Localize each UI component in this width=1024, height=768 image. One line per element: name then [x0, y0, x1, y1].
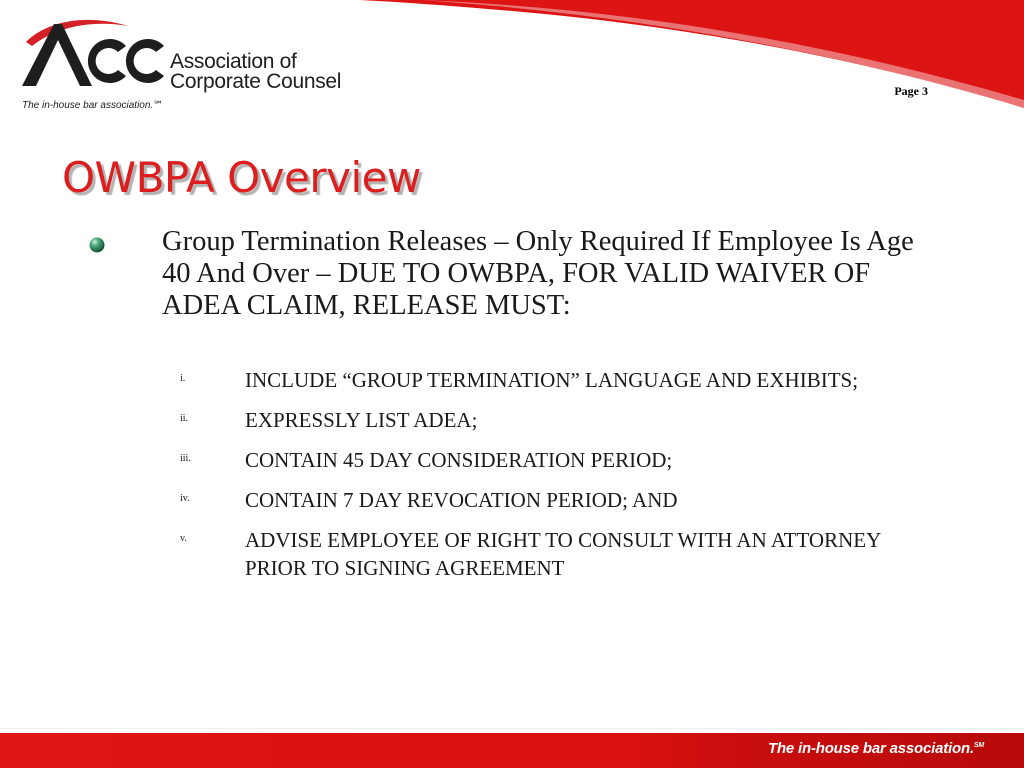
- list-item-text: CONTAIN 45 DAY CONSIDERATION PERIOD;: [245, 448, 673, 472]
- sub-item-list: [180, 366, 900, 594]
- logo-org-name: [170, 52, 341, 92]
- green-sphere-bullet-icon: [88, 236, 106, 254]
- list-item: [180, 486, 900, 514]
- logo-org-line1: Association of: [170, 50, 297, 73]
- footer-divider: [0, 728, 1024, 729]
- list-item-number: i.: [180, 373, 186, 384]
- acc-logo-mark: [18, 12, 168, 92]
- acc-logo: [18, 12, 348, 122]
- list-item: [180, 526, 900, 582]
- main-bullet-text: Group Termination Releases – Only Required If Employee Is Age 40 And Over – DUE TO OWBPA, FOR VALID WAIVER OF ADEA CLAIM, RELEASE MUST:: [162, 226, 914, 321]
- list-item-text: CONTAIN 7 DAY REVOCATION PERIOD; AND: [245, 488, 678, 512]
- list-item: [180, 406, 900, 434]
- logo-org-line2: Corporate Counsel: [170, 70, 342, 93]
- footer-tagline-text: The in-house bar association.: [768, 740, 974, 757]
- list-item-text: EXPRESSLY LIST ADEA;: [245, 408, 478, 432]
- logo-tagline: The in-house bar association.℠: [22, 100, 164, 111]
- service-mark: SM: [973, 742, 985, 749]
- slide-title: OWBPA Overview: [62, 153, 421, 202]
- footer-tagline: [768, 740, 984, 757]
- page-number: Page 3: [894, 84, 928, 98]
- list-item-number: iii.: [180, 453, 191, 464]
- list-item-text: INCLUDE “GROUP TERMINATION” LANGUAGE AND EXHIBITS;: [245, 368, 859, 392]
- list-item-text: ADVISE EMPLOYEE OF RIGHT TO CONSULT WITH AN ATTORNEY PRIOR TO SIGNING AGREEMENT: [245, 528, 881, 580]
- list-item-number: v.: [180, 533, 187, 544]
- list-item-number: iv.: [180, 493, 190, 504]
- list-item: [180, 446, 900, 474]
- list-item-number: ii.: [180, 413, 189, 424]
- list-item: [180, 366, 900, 394]
